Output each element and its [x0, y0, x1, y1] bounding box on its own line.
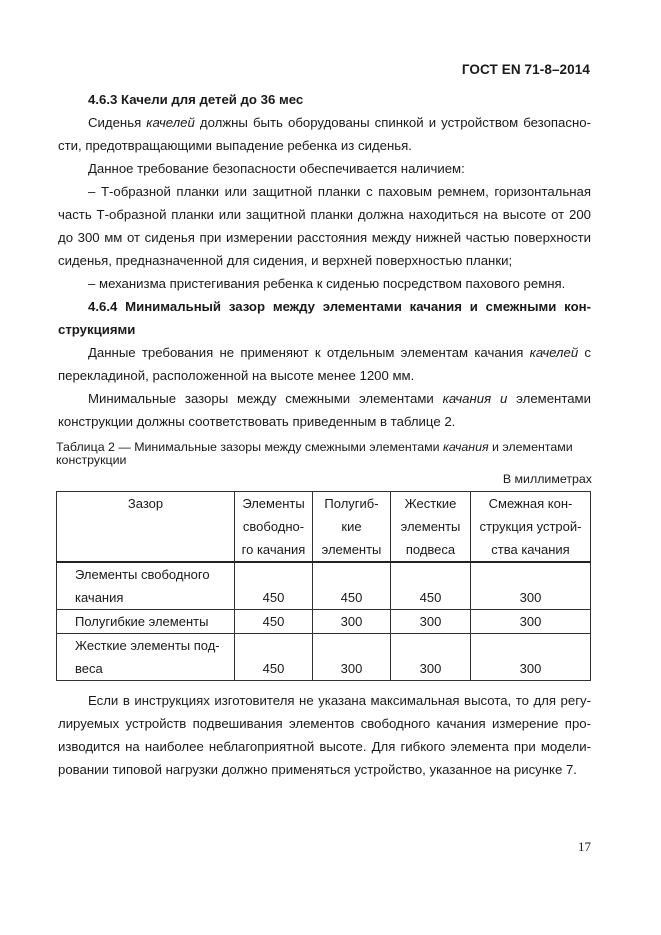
header-semi-flexible: Полугиб-кие элементы — [313, 492, 391, 563]
section-4-6-3-paragraph-1: Сиденья качелей должны быть оборудованы спинкой и устройством безопасно-сти, предотвращающими выпадение ребенка из сиденья. — [58, 115, 591, 153]
table-cell: 450 — [391, 562, 471, 610]
header-rigid-suspension: Жесткие элементы подвеса — [391, 492, 471, 563]
table-cell: 450 — [235, 562, 313, 610]
section-4-6-3-paragraph-4: – механизма пристегивания ребенка к сиденью посредством пахового ремня. — [88, 276, 566, 291]
closing-paragraph: Если в инструкциях изготовителя не указана максимальная высота, то для регу-лируемых устройств подвешивания элементов свободного качания измерение про-изводится на наиболее неблагоприятной высоте. Для гибкого элемента при модели-ровании типовой нагрузки должно применяться устройство, указанное на рисунке 7. — [58, 693, 591, 777]
table-cell: 450 — [235, 610, 313, 634]
header-gap: Зазор — [57, 492, 235, 563]
section-4-6-3-paragraph-3: – Т-образной планки или защитной планки с паховым ремнем, горизонтальная часть Т-образной планки или защитной планки должна находиться на высоте от 200 до 300 мм от сиденья при измерении расстояния между нижней частью поверхности сиденья, предназначенной для сидения, и верхней поверхностью планки; — [58, 184, 591, 268]
row-label: Элементы свободного качания — [57, 562, 235, 610]
section-4-6-4-heading: 4.6.4 Минимальный зазор между элементами качания и смежными кон-струкциями — [58, 299, 591, 337]
document-body — [58, 88, 591, 781]
table-row — [57, 562, 591, 610]
table-cell: 450 — [313, 562, 391, 610]
standard-code: ГОСТ EN 71-8–2014 — [461, 62, 590, 77]
table-cell: 300 — [471, 610, 591, 634]
table-row — [57, 610, 591, 634]
table-cell: 450 — [235, 634, 313, 681]
row-label: Полугибкие элементы — [57, 610, 235, 634]
clearance-table — [56, 491, 591, 681]
table-caption: Таблица 2 — Минимальные зазоры между смежными элементами качания и элементами конструкции — [56, 440, 573, 467]
row-label: Жесткие элементы под-веса — [57, 634, 235, 681]
table-header-row — [57, 492, 591, 563]
table-cell: 300 — [471, 634, 591, 681]
table-cell: 300 — [471, 562, 591, 610]
header-adjacent-structure: Смежная кон-струкция устрой-ства качания — [471, 492, 591, 563]
header-free-swing: Элементы свободно-го качания — [235, 492, 313, 563]
section-4-6-3-paragraph-2: Данное требование безопасности обеспечивается наличием: — [88, 161, 465, 176]
page-number: 17 — [578, 839, 591, 854]
table-units: В миллиметрах — [502, 472, 592, 486]
section-4-6-3-heading: 4.6.3 Качели для детей до 36 мес — [88, 92, 304, 107]
section-4-6-4-paragraph-1: Данные требования не применяют к отдельным элементам качания качелей с перекладиной, расположенной на высоте менее 1200 мм. — [58, 345, 591, 383]
table-cell: 300 — [391, 634, 471, 681]
section-4-6-4-paragraph-2: Минимальные зазоры между смежными элементами качания и элементами конструкции должны соответствовать приведенным в таблице 2. — [58, 391, 591, 429]
table-cell: 300 — [391, 610, 471, 634]
table-cell: 300 — [313, 634, 391, 681]
table-cell: 300 — [313, 610, 391, 634]
table-row — [57, 634, 591, 681]
